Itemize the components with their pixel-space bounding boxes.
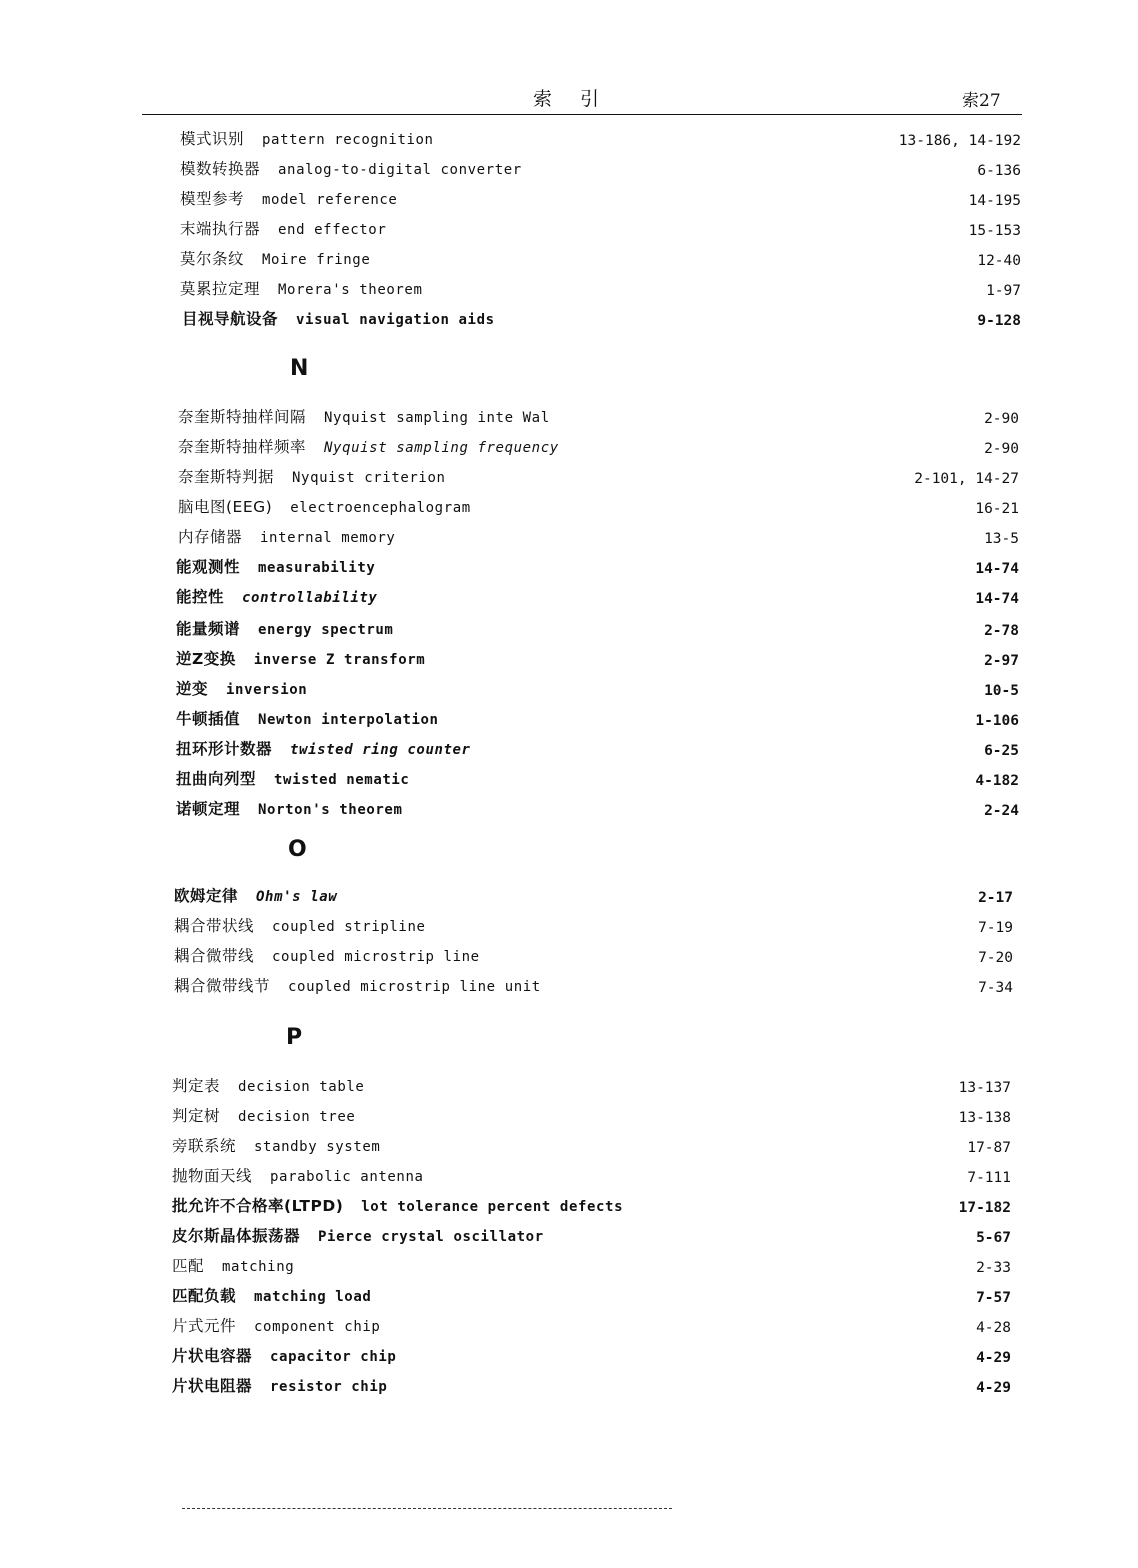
entry-term-english: decision table (238, 1079, 365, 1095)
entry-term-chinese: 诺顿定理 (176, 800, 241, 818)
entry-term-chinese: 奈奎斯特抽样频率 (178, 438, 307, 456)
entry-page-reference: 6-25 (984, 743, 1019, 759)
index-entry (172, 1194, 623, 1218)
entry-term-english: Moire fringe (262, 252, 371, 268)
entry-term-chinese: 末端执行器 (180, 220, 261, 238)
entry-page-reference: 15-153 (968, 223, 1021, 239)
entry-term-english: coupled microstrip line (272, 949, 480, 965)
footer-rule (182, 1508, 672, 1509)
entry-term-english: capacitor chip (270, 1349, 397, 1365)
index-entry (172, 1074, 364, 1098)
entry-term-english: coupled microstrip line unit (288, 979, 541, 995)
entry-term-english: resistor chip (270, 1379, 388, 1395)
header-rule (142, 114, 1022, 115)
entry-term-english: twisted nematic (274, 772, 410, 788)
entry-page-reference: 7-57 (976, 1290, 1011, 1306)
entry-term-english: parabolic antenna (270, 1169, 424, 1185)
entry-term-chinese: 逆Z变换 (176, 650, 236, 668)
entry-term-chinese: 内存储器 (178, 528, 243, 546)
entry-term-english: inverse Z transform (253, 652, 426, 668)
entry-page-reference: 7-34 (978, 980, 1013, 996)
index-entry (172, 1374, 387, 1398)
entry-page-reference: 2-97 (984, 653, 1019, 669)
entry-page-reference: 6-136 (977, 163, 1021, 179)
index-entry (172, 1284, 371, 1308)
section-letter: O (288, 837, 307, 862)
entry-term-chinese: 逆变 (176, 680, 209, 698)
section-letter: N (290, 356, 309, 381)
page-number: 索27 (962, 91, 1001, 111)
entry-term-english: energy spectrum (258, 622, 394, 638)
entry-term-english: Nyquist sampling frequency (324, 440, 559, 456)
index-entry (176, 707, 439, 731)
index-entry (176, 737, 471, 761)
entry-term-chinese: 能观测性 (176, 558, 241, 576)
entry-term-english: standby system (254, 1139, 381, 1155)
entry-term-chinese: 耦合微带线节 (174, 977, 271, 995)
section-letter: P (286, 1025, 303, 1050)
entry-term-english: model reference (262, 192, 398, 208)
entry-term-chinese: 能控性 (176, 588, 225, 606)
entry-page-reference: 14-74 (975, 561, 1019, 577)
entry-term-english: measurability (258, 560, 376, 576)
entry-term-english: Norton's theorem (258, 802, 403, 818)
entry-page-reference: 2-24 (984, 803, 1019, 819)
entry-page-reference: 1-106 (975, 713, 1019, 729)
entry-term-chinese: 莫累拉定理 (180, 280, 261, 298)
index-entry (178, 465, 446, 489)
entry-term-english: Ohm's law (256, 889, 338, 905)
index-entry (172, 1314, 380, 1338)
entry-page-reference: 9-128 (977, 313, 1021, 329)
entry-term-chinese: 片式元件 (172, 1317, 237, 1335)
index-entry (176, 677, 307, 701)
index-entry (180, 217, 386, 241)
index-entry (180, 247, 370, 271)
entry-page-reference: 7-19 (978, 920, 1013, 936)
index-entry (180, 127, 434, 151)
entry-term-english: end effector (278, 222, 387, 238)
entry-term-english: component chip (254, 1319, 381, 1335)
index-entry (180, 157, 522, 181)
index-entry (174, 914, 426, 938)
entry-term-english: pattern recognition (262, 132, 434, 148)
index-entry (172, 1134, 380, 1158)
entry-term-english: electroencephalogram (290, 500, 471, 516)
entry-term-chinese: 旁联系统 (172, 1137, 237, 1155)
index-entry (174, 944, 480, 968)
entry-term-english: Pierce crystal oscillator (318, 1229, 544, 1245)
entry-page-reference: 4-29 (976, 1380, 1011, 1396)
entry-term-english: Nyquist criterion (292, 470, 446, 486)
entry-term-chinese: 奈奎斯特抽样间隔 (178, 408, 307, 426)
index-entry (176, 767, 409, 791)
index-entry (176, 797, 402, 821)
entry-term-english: controllability (242, 590, 378, 606)
index-entry (176, 617, 393, 641)
entry-term-english: inversion (226, 682, 308, 698)
entry-term-chinese: 判定树 (172, 1107, 221, 1125)
entry-term-chinese: 扭环形计数器 (176, 740, 273, 758)
entry-page-reference: 7-111 (967, 1170, 1011, 1186)
entry-page-reference: 2-90 (984, 441, 1019, 457)
entry-page-reference: 13-186, 14-192 (898, 133, 1021, 149)
entry-term-english: matching load (254, 1289, 372, 1305)
index-entry (172, 1254, 294, 1278)
index-entry (174, 974, 541, 998)
index-entry (176, 585, 377, 609)
entry-page-reference: 4-29 (976, 1350, 1011, 1366)
entry-term-english: twisted ring counter (290, 742, 471, 758)
entry-term-english: visual navigation aids (296, 312, 495, 328)
entry-page-reference: 2-33 (976, 1260, 1011, 1276)
entry-page-reference: 14-74 (975, 591, 1019, 607)
index-entry (178, 525, 395, 549)
index-entry (172, 1224, 544, 1248)
entry-term-chinese: 匹配 (172, 1257, 205, 1275)
entry-term-chinese: 片状电容器 (172, 1347, 253, 1365)
entry-term-english: Newton interpolation (258, 712, 439, 728)
index-entry (174, 884, 337, 908)
entry-term-chinese: 判定表 (172, 1077, 221, 1095)
index-entry (172, 1164, 424, 1188)
index-entry (180, 187, 397, 211)
entry-page-reference: 1-97 (986, 283, 1021, 299)
entry-page-reference: 2-101, 14-27 (914, 471, 1019, 487)
entry-term-chinese: 能量频谱 (176, 620, 241, 638)
entry-term-english: lot tolerance percent defects (361, 1199, 624, 1215)
entry-term-chinese: 模式识别 (180, 130, 245, 148)
entry-term-chinese: 目视导航设备 (182, 310, 279, 328)
entry-term-chinese: 皮尔斯晶体振荡器 (172, 1227, 301, 1245)
entry-page-reference: 5-67 (976, 1230, 1011, 1246)
running-head-title: 索引 (533, 88, 628, 110)
entry-term-chinese: 扭曲向列型 (176, 770, 257, 788)
index-entry (178, 435, 559, 459)
index-entry (172, 1344, 396, 1368)
entry-page-reference: 13-5 (984, 531, 1019, 547)
entry-page-reference: 2-17 (978, 890, 1013, 906)
entry-term-chinese: 模数转换器 (180, 160, 261, 178)
entry-term-chinese: 耦合微带线 (174, 947, 255, 965)
entry-term-english: Nyquist sampling inte Wal (324, 410, 550, 426)
entry-term-chinese: 匹配负载 (172, 1287, 237, 1305)
entry-page-reference: 2-90 (984, 411, 1019, 427)
entry-term-english: decision tree (238, 1109, 356, 1125)
entry-term-english: matching (222, 1259, 295, 1275)
entry-term-english: analog-to-digital converter (278, 162, 522, 178)
entry-term-chinese: 抛物面天线 (172, 1167, 253, 1185)
entry-page-reference: 13-137 (958, 1080, 1011, 1096)
entry-term-chinese: 耦合带状线 (174, 917, 255, 935)
entry-term-chinese: 奈奎斯特判据 (178, 468, 275, 486)
entry-page-reference: 10-5 (984, 683, 1019, 699)
index-entry (176, 555, 375, 579)
entry-term-chinese: 牛顿插值 (176, 710, 241, 728)
index-entry (178, 405, 550, 429)
entry-term-english: Morera's theorem (278, 282, 423, 298)
entry-page-reference: 4-182 (975, 773, 1019, 789)
entry-term-chinese: 脑电图(EEG) (178, 498, 273, 516)
entry-term-chinese: 模型参考 (180, 190, 245, 208)
entry-term-chinese: 莫尔条纹 (180, 250, 245, 268)
index-entry (172, 1104, 355, 1128)
entry-page-reference: 17-182 (958, 1200, 1011, 1216)
entry-term-chinese: 欧姆定律 (174, 887, 239, 905)
entry-page-reference: 2-78 (984, 623, 1019, 639)
entry-page-reference: 14-195 (968, 193, 1021, 209)
entry-term-chinese: 片状电阻器 (172, 1377, 253, 1395)
entry-page-reference: 17-87 (967, 1140, 1011, 1156)
entry-page-reference: 4-28 (976, 1320, 1011, 1336)
index-entry (176, 647, 425, 671)
entry-page-reference: 12-40 (977, 253, 1021, 269)
index-entry (180, 277, 422, 301)
entry-page-reference: 13-138 (958, 1110, 1011, 1126)
index-entry (178, 495, 471, 519)
entry-term-english: coupled stripline (272, 919, 426, 935)
entry-page-reference: 16-21 (975, 501, 1019, 517)
entry-term-english: internal memory (260, 530, 396, 546)
entry-term-chinese: 批允许不合格率(LTPD) (172, 1197, 344, 1215)
index-entry (182, 307, 495, 331)
entry-page-reference: 7-20 (978, 950, 1013, 966)
